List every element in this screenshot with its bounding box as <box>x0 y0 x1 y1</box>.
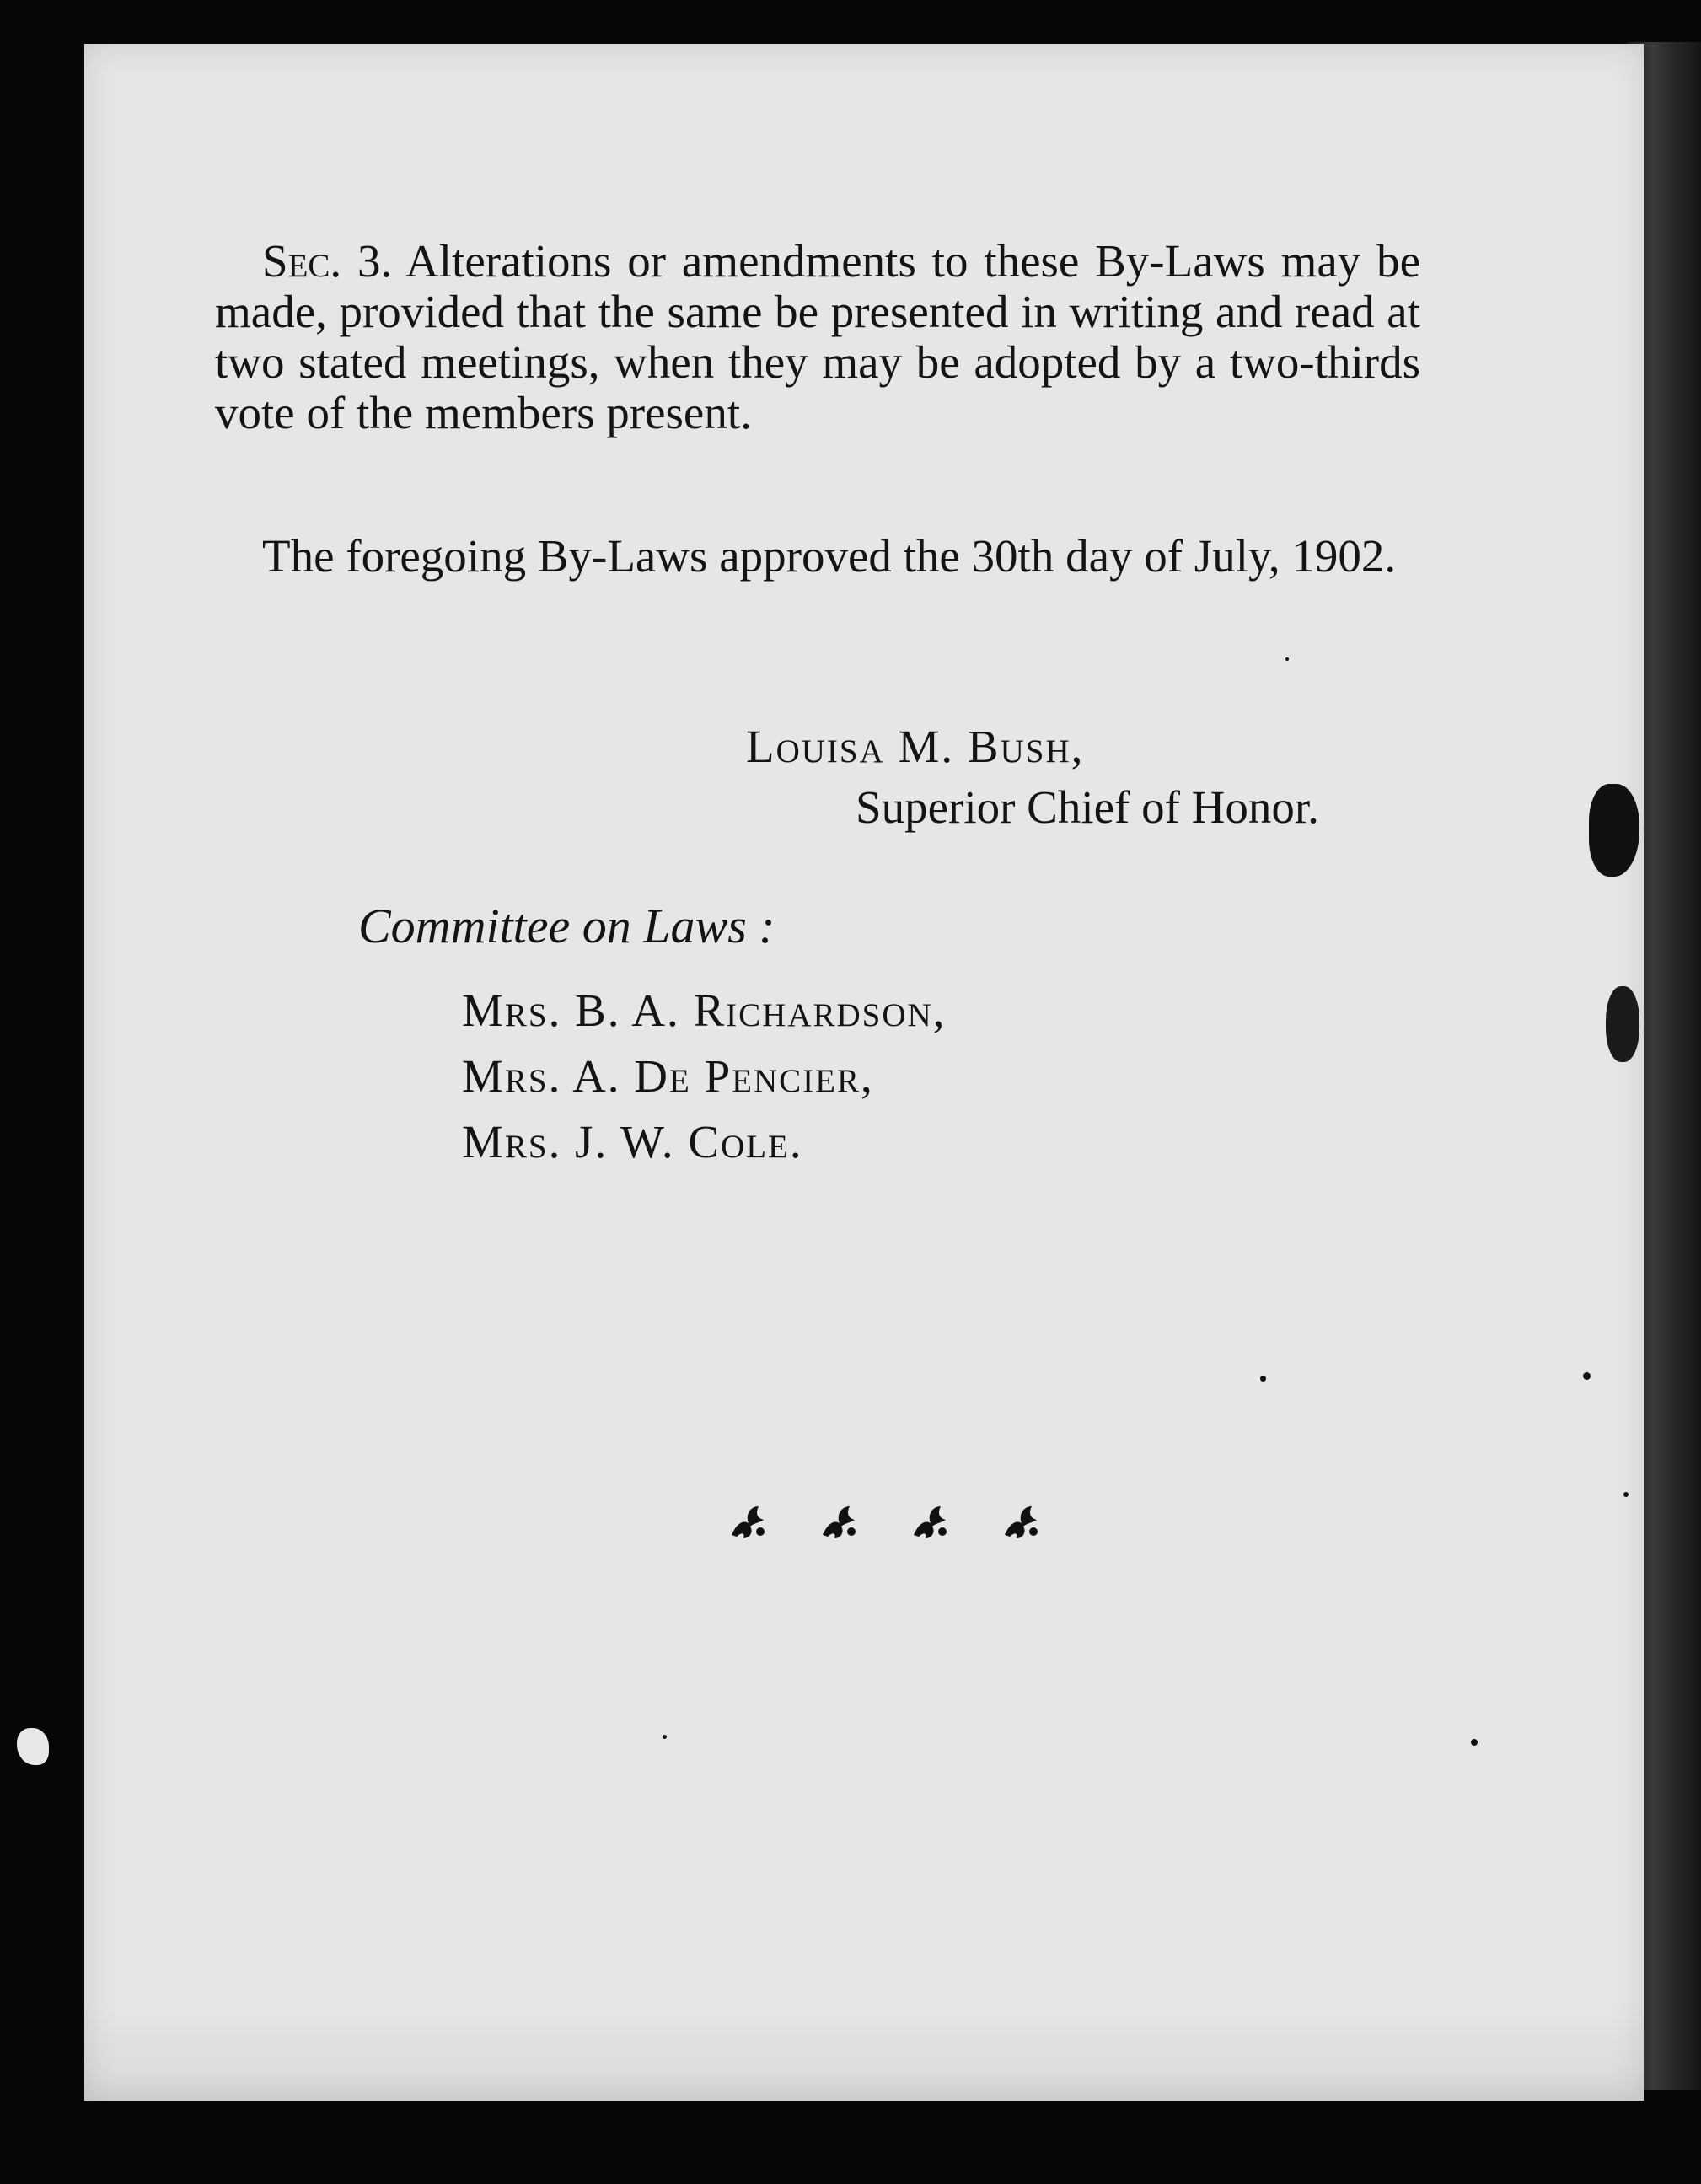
signatory-name: Louisa M. Bush, <box>746 721 1085 772</box>
paper-speck <box>1260 1376 1266 1382</box>
committee-member: Mrs. B. A. Richardson, <box>462 985 947 1036</box>
fleuron-icon <box>725 1498 772 1545</box>
paper-speck <box>1285 657 1289 661</box>
approval-text: The foregoing By-Laws approved the 30th day of July, 1902. <box>262 530 1397 582</box>
section-text: Alterations or amendments to these By-Laws may be made, provided that the same be presented in writing and read at two stated meetings, when they may be adopted by a two-thirds vote of the members present. <box>215 235 1420 438</box>
ornament-row <box>725 1496 1045 1547</box>
paper-speck <box>1583 1372 1591 1380</box>
committee-member: Mrs. A. De Pencier, <box>462 1050 874 1102</box>
section-label: Sec. 3. <box>262 235 393 287</box>
committee-member: Mrs. J. W. Cole. <box>462 1116 803 1167</box>
signatory-title: Superior Chief of Honor. <box>856 781 1319 833</box>
fleuron-icon <box>998 1498 1045 1545</box>
fleuron-icon <box>816 1498 863 1545</box>
fleuron-icon <box>907 1498 954 1545</box>
paper-speck <box>663 1735 667 1739</box>
paper-speck <box>1471 1739 1478 1746</box>
committee-heading: Committee on Laws : <box>358 899 775 953</box>
paper-fleck <box>17 1728 49 1765</box>
ink-blot <box>1589 784 1639 877</box>
signature-block <box>746 716 1319 838</box>
approval-paragraph <box>215 531 1420 582</box>
page-shading <box>84 1999 1644 2101</box>
committee-member-list <box>462 978 946 1175</box>
section-3-paragraph <box>215 236 1420 438</box>
ink-blot <box>1606 986 1639 1062</box>
paper-speck <box>1623 1492 1629 1497</box>
